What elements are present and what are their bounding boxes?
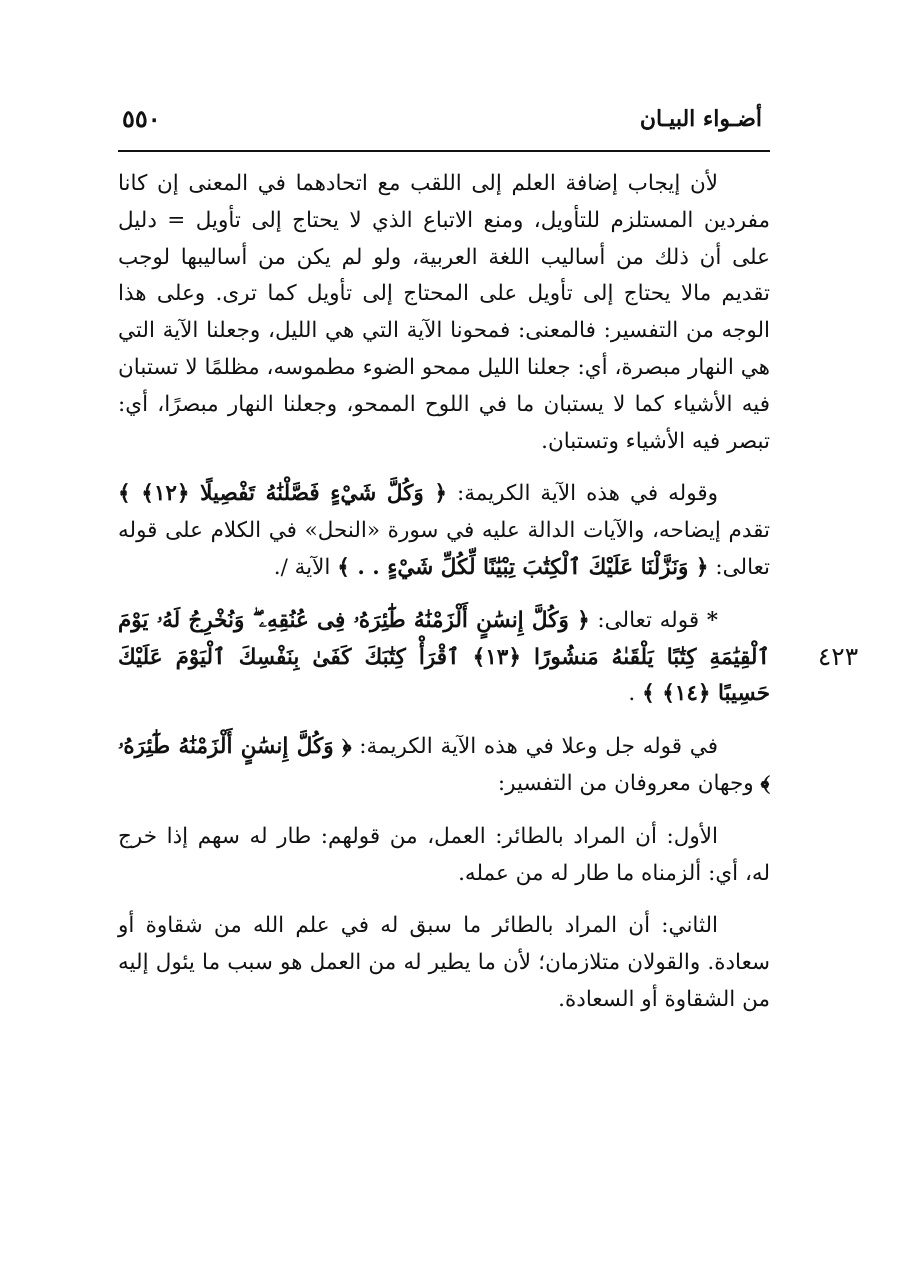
star-marker: * — [706, 607, 718, 633]
paragraph-3-lead: قوله تعالى: — [597, 607, 700, 633]
main-text — [118, 166, 770, 1019]
paragraph-5-text: الأول: أن المراد بالطائر: العمل، من قولهم: طار له سهم إذا خرج له، أي: ألزمناه ما طار له من عمله. — [118, 823, 770, 886]
quran-verse-2: ﴿ وَنَزَّلْنَا عَلَيْكَ ٱلْكِتَٰبَ تِبْيَٰنًا لِّكُلِّ شَيْءٍ . . ﴾ — [337, 554, 709, 580]
paragraph-3-tail: . — [628, 681, 636, 707]
quran-verse-3: ﴿ وَكُلَّ إِنسَٰنٍ أَلْزَمْنَٰهُ طَٰٓئِرَهُۥ فِى عُنُقِهِۦ ۖ وَنُخْرِجُ لَهُۥ يَوْمَ ٱلْقِيَٰمَةِ كِتَٰبًا يَلْقَىٰهُ مَنشُورًا ﴿١٣﴾ ٱقْرَأْ كِتَٰبَكَ كَفَىٰ بِنَفْسِكَ ٱلْيَوْمَ عَلَيْكَ حَسِيبًا ﴿١٤﴾ ﴾ — [118, 607, 770, 707]
paragraph-1 — [118, 166, 770, 460]
page-header — [118, 96, 770, 152]
quran-verse-1: ﴿ وَكُلَّ شَيْءٍ فَصَّلْنَٰهُ تَفْصِيلًا ﴿١٢﴾ ﴾ — [118, 481, 448, 507]
page-number: ٥٥٠ — [122, 104, 161, 133]
paragraph-6-text: الثاني: أن المراد بالطائر ما سبق له في علم الله من شقاوة أو سعادة. والقولان متلازمان؛ لأن ما يطير له من العمل هو سبب ما يئول إليه من الشقاوة أو السعادة. — [118, 913, 770, 1012]
paragraph-2-tail: الآية /. — [273, 554, 331, 580]
paragraph-1-text: لأن إيجاب إضافة العلم إلى اللقب مع اتحادهما في المعنى إن كانا مفردين المستلزم للتأويل، ومنع الاتباع الذي لا يحتاج إلى تأويل = دليل على أن ذلك من أساليب اللغة العربية، ولو لم يكن من أساليبها لوجب تقديم مالا يحتاج إلى تأويل على المحتاج إلى تأويل كما ترى. وعلى هذا الوجه من التفسير: فالمعنى: فمحونا الآية التي هي الليل، وجعلنا الآية التي هي النهار مبصرة، أي: جعلنا الليل ممحو الضوء مطموسه، مظلمًا لا تستبان فيه الأشياء كما لا يستبان ما في اللوح الممحو، وجعلنا النهار مبصرًا، أي: تبصر فيه الأشياء وتستبان. — [118, 171, 770, 454]
paragraph-2-lead: وقوله في هذه الآية الكريمة: — [457, 481, 718, 507]
paragraph-6 — [118, 908, 770, 1018]
paragraph-4-lead: في قوله جل وعلا في هذه الآية الكريمة: — [359, 734, 718, 760]
paragraph-3 — [118, 603, 770, 713]
margin-page-reference: ٤٢٣ — [817, 642, 859, 671]
paragraph-5 — [118, 819, 770, 893]
paragraph-4 — [118, 729, 770, 803]
paragraph-4-tail: وجهان معروفان من التفسير: — [497, 770, 754, 796]
running-title: أضـواء البيـان — [639, 106, 762, 132]
paragraph-2 — [118, 476, 770, 586]
paragraph-2-middle: تقدم إيضاحه، والآيات الدالة عليه في سورة «النحل» في الكلام على قوله تعالى: — [118, 518, 770, 580]
quran-verse-4: ﴿ وَكُلَّ إِنسَٰنٍ أَلْزَمْنَٰهُ طَٰٓئِرَهُۥ ﴾ — [118, 734, 770, 796]
